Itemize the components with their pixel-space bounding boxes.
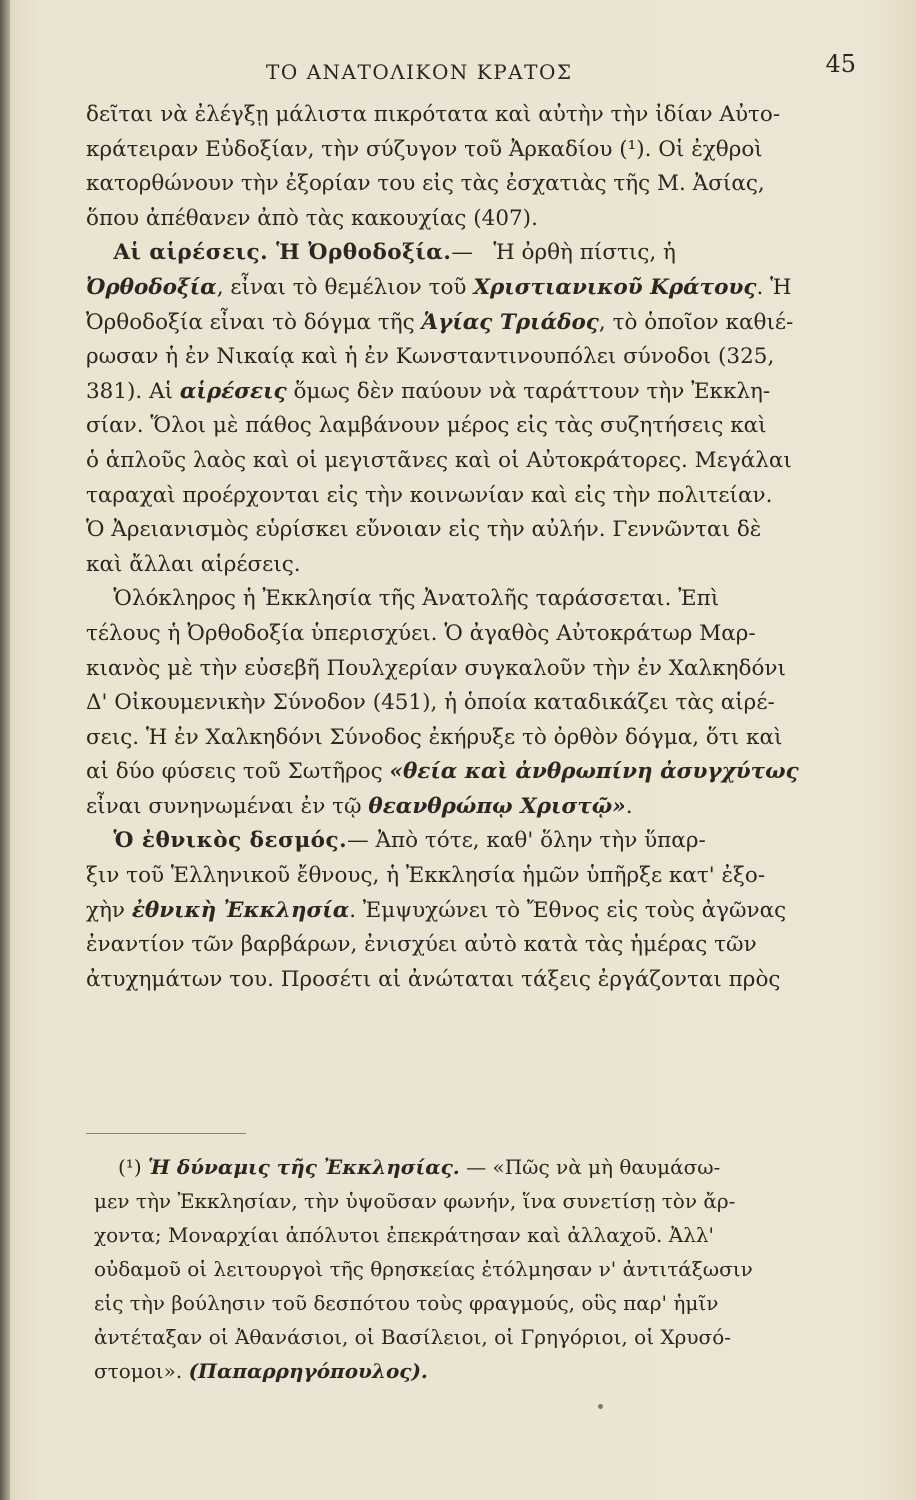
footnote-line: ἀντέταξαν οἱ Ἀθανάσιοι, οἱ Βασίλειοι, οἱ Γρηγόριοι, οἱ Χρυσό- <box>94 1325 731 1349</box>
emphasis-national-church: ἐθνικὴ Ἐκκλησία <box>131 897 350 923</box>
text-fragment: , τὸ ὁποῖον καθιέ- <box>598 309 794 335</box>
paragraph-national-bond <box>86 824 832 997</box>
text-line: κιανὸς μὲ τὴν εὐσεβῆ Πουλχερίαν συγκαλοῦν τὴν ἐν Χαλκηδόνι <box>86 655 786 681</box>
text-line: κράτειραν Εὐδοξίαν, τὴν σύζυγον τοῦ Ἀρκαδίου (¹). Οἱ ἐχθροὶ <box>86 136 763 162</box>
page-number: 45 <box>825 50 856 78</box>
text-line: Ὁ Ἀρειανισμὸς εὑρίσκει εὔνοιαν εἰς τὴν αὐλήν. Γεννῶνται δὲ <box>86 517 762 543</box>
text-line <box>86 824 832 859</box>
text-fragment: αἱ δύο φύσεις τοῦ Σωτῆρος <box>86 759 390 785</box>
text-line: ὅπου ἀπέθανεν ἀπὸ τὰς κακουχίας (407). <box>86 205 538 231</box>
main-text <box>86 98 832 997</box>
text-fragment: . Ἡ <box>756 274 792 300</box>
text-line: σίαν. Ὅλοι μὲ πάθος λαμβάνουν μέρος εἰς τὰς συζητήσεις καὶ <box>86 413 767 439</box>
footnote-line: εἰς τὴν βούλησιν τοῦ δεσπότου τοὺς φραγμούς, οὓς παρ' ἡμῖν <box>94 1291 719 1315</box>
footnote-line: μεν τὴν Ἐκκλησίαν, τὴν ὑψοῦσαν φωνήν, ἵνα συνετίσῃ τὸν ἄρ- <box>94 1189 736 1213</box>
footnote-line <box>94 1354 824 1388</box>
text-line <box>86 306 832 341</box>
text-line <box>86 755 832 790</box>
text-fragment: Ἡ ὀρθὴ πίστις, ἡ <box>493 240 676 266</box>
emphasis-christian-state: Χριστιανικοῦ Κράτους <box>473 274 757 300</box>
text-fragment: . <box>625 793 633 819</box>
emphasis-orthodoxy: Ὀρθοδοξία <box>86 274 217 300</box>
emphasis-quote-divine-human: «θεία καὶ ἀνθρωπίνη ἀσυγχύτως <box>389 759 799 785</box>
footnote <box>94 1150 824 1388</box>
running-head <box>96 50 856 90</box>
text-fragment: — Ἀπὸ τότε, καθ' ὅλην τὴν ὕπαρ- <box>347 828 706 854</box>
text-line: σεις. Ἡ ἐν Χαλκηδόνι Σύνοδος ἐκήρυξε τὸ ὀρθὸν δόγμα, ὅτι καὶ <box>86 724 783 750</box>
text-line: κατορθώνουν τὴν ἐξορίαν του εἰς τὰς ἐσχατιὰς τῆς Μ. Ἀσίας, <box>86 171 765 197</box>
page-binding-edge <box>0 0 10 1500</box>
text-line: ταραχαὶ προέρχονται εἰς τὴν κοινωνίαν καὶ εἰς τὴν πολιτείαν. <box>86 482 773 508</box>
text-line <box>86 271 832 306</box>
text-line: ρωσαν ἡ ἐν Νικαίᾳ καὶ ἡ ἐν Κωνσταντινουπόλει σύνοδοι (325, <box>86 344 775 370</box>
text-line: δεῖται νὰ ἐλέγξῃ μάλιστα πικρότατα καὶ αὐτὴν τὴν ἰδίαν Αὐτο- <box>86 102 781 127</box>
emphasis-holy-trinity: Ἁγίας Τριάδος <box>421 309 599 335</box>
emphasis-god-man-christ: θεανθρώπῳ Χριστῷ» <box>368 793 626 819</box>
text-line <box>86 894 832 929</box>
text-line <box>86 375 832 410</box>
footnote-line: χοντα; Μοναρχίαι ἀπόλυτοι ἐπεκράτησαν καὶ ἀλλαχοῦ. Ἀλλ' <box>94 1223 715 1247</box>
rubric-dash: — <box>451 240 473 266</box>
text-fragment: εἶναι συνηνωμέναι ἐν τῷ <box>86 793 369 819</box>
text-line: ἐναντίον τῶν βαρβάρων, ἐνισχύει αὐτὸ κατὰ τὰς ἡμέρας τῶν <box>86 932 757 958</box>
footnote-line: οὐδαμοῦ οἱ λειτουργοὶ τῆς θρησκείας ἐτόλμησαν ν' ἀντιτάξωσιν <box>94 1257 753 1281</box>
footnote-marker: (¹) <box>118 1155 142 1179</box>
footnote-text: «Πῶς νὰ μὴ θαυμάσω- <box>492 1155 721 1179</box>
footnote-line <box>94 1150 824 1184</box>
footnote-author: (Παπαρρηγόπουλος). <box>188 1359 428 1383</box>
text-fragment: , εἶναι τὸ θεμέλιον τοῦ <box>216 274 474 300</box>
section-rubric-heresies: Αἱ αἱρέσεις. Ἡ Ὀρθοδοξία. <box>113 240 452 266</box>
text-line: τέλους ἡ Ὀρθοδοξία ὑπερισχύει. Ὁ ἀγαθὸς Αὐτοκράτωρ Μαρ- <box>86 620 756 646</box>
paragraph-chalcedon <box>86 582 832 824</box>
text-line <box>86 236 832 271</box>
text-fragment: 381). Αἱ <box>86 378 180 404</box>
section-rubric-national-bond: Ὁ ἐθνικὸς δεσμός. <box>113 828 348 854</box>
footnote-title: Ἡ δύναμις τῆς Ἐκκλησίας. <box>147 1155 460 1179</box>
text-line: ἀτυχημάτων του. Προσέτι αἱ ἀνώταται τάξεις ἐργάζονται πρὸς <box>86 966 781 992</box>
text-line: καὶ ἄλλαι αἱρέσεις. <box>86 551 301 577</box>
text-line: ξιν τοῦ Ἑλληνικοῦ ἔθνους, ἡ Ἐκκλησία ἡμῶν ὑπῆρξε κατ' ἐξο- <box>86 863 766 889</box>
text-line <box>86 582 832 617</box>
footnote-divider <box>86 1133 246 1134</box>
text-line: Δ' Οἰκουμενικὴν Σύνοδον (451), ἡ ὁποία καταδικάζει τὰς αἱρέ- <box>86 690 775 716</box>
footnote-text: στομοι». <box>94 1359 189 1383</box>
footnote-dash: — <box>466 1155 487 1179</box>
running-title: ΤΟ ΑΝΑΤΟΛΙΚΟΝ ΚΡΑΤΟΣ <box>266 60 573 84</box>
text-fragment: χὴν <box>86 897 132 923</box>
text-line: ὁ ἁπλοῦς λαὸς καὶ οἱ μεγιστᾶνες καὶ οἱ Αὐτοκράτορες. Μεγάλαι <box>86 447 792 473</box>
text-fragment: Ὁλόκληρος ἡ Ἐκκλησία τῆς Ἀνατολῆς ταράσσεται. Ἐπὶ <box>113 586 720 612</box>
paragraph-chrysostom <box>86 98 832 236</box>
text-fragment: ὅμως δὲν παύουν νὰ ταράττουν τὴν Ἐκκλη- <box>286 378 771 404</box>
emphasis-heresies: αἱρέσεις <box>179 378 287 404</box>
ink-speck <box>598 1404 603 1409</box>
paragraph-orthodoxy <box>86 236 832 582</box>
text-fragment: Ὀρθοδοξία εἶναι τὸ δόγμα τῆς <box>86 309 422 335</box>
text-line <box>86 790 832 825</box>
text-fragment: . Ἐμψυχώνει τὸ Ἔθνος εἰς τοὺς ἀγῶνας <box>349 897 787 923</box>
